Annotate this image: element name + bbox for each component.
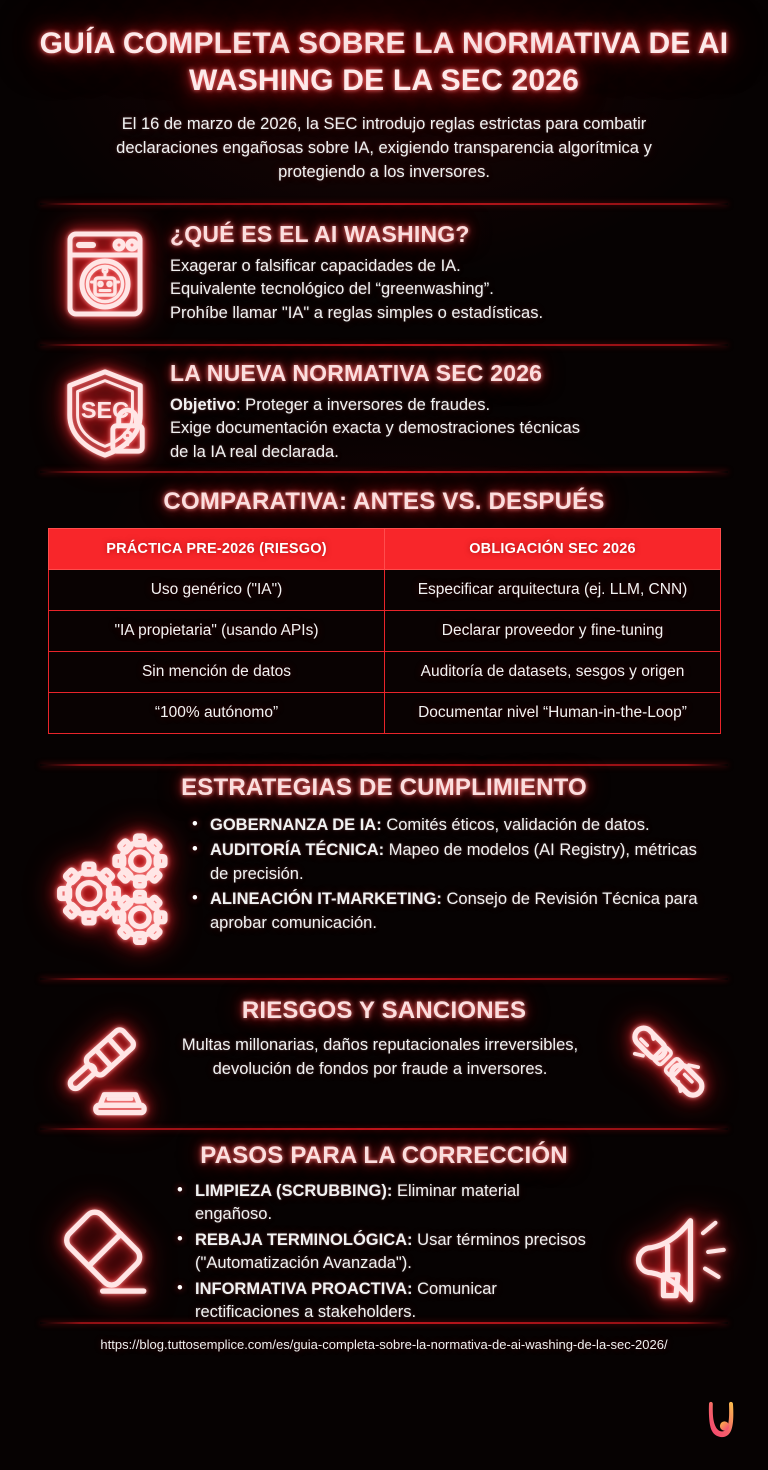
section-what-is-body [170, 255, 730, 325]
list-item [190, 814, 712, 837]
strategy-text: Comités éticos, validación de datos. [381, 816, 650, 834]
correction-label: REBAJA TERMINOLÓGICA: [195, 1230, 413, 1249]
gears-icon [40, 812, 190, 962]
correction-label: INFORMATIVA PROACTIVA: [195, 1279, 413, 1298]
list-item [175, 1180, 595, 1227]
divider-6 [40, 1128, 728, 1130]
strategy-label: ALINEACIÓN IT-MARKETING: [210, 890, 442, 909]
sec-shield-lock-icon [40, 355, 170, 470]
correction-list [175, 1180, 595, 1327]
divider-7 [40, 1322, 728, 1324]
correction-text: Usar términos precisos ("Automatización Avanzada"). [195, 1230, 586, 1273]
comparison-title: COMPARATIVA: ANTES VS. DESPUÉS [163, 488, 605, 515]
u-brand-logo [702, 1398, 742, 1442]
divider-1 [40, 203, 728, 205]
section-what-is-ai-washing [40, 214, 730, 334]
section-what-is-text [170, 214, 730, 325]
table-cell-practice: "IA propietaria" (usando APIs) [49, 611, 385, 652]
strategies-title: ESTRATEGIAS DE CUMPLIMIENTO [181, 774, 587, 801]
gavel-icon [50, 1012, 170, 1122]
svg-text:SEC: SEC [80, 396, 130, 423]
page-title: GUÍA COMPLETA SOBRE LA NORMATIVA DE AI WASHING DE LA SEC 2026 [39, 27, 729, 97]
comparison-table [48, 528, 721, 734]
table-header-row [49, 529, 721, 570]
table-cell-practice: Sin mención de datos [49, 652, 385, 693]
correction-text: Eliminar material engañoso. [195, 1182, 520, 1224]
what-is-line-3: Prohíbe llamar "IA" a reglas simples o estadísticas. [170, 303, 544, 322]
megaphone-icon [618, 1196, 738, 1311]
objective-text: : Proteger a inversores de fraudes. [236, 396, 491, 414]
table-row [49, 652, 721, 693]
regulation-line-3: de la IA real declarada. [170, 442, 339, 461]
strategy-label: AUDITORÍA TÉCNICA: [210, 841, 385, 860]
correction-text: Comunicar rectificaciones a stakeholders. [195, 1279, 497, 1322]
regulation-line-2: Exige documentación exacta y demostraciones técnicas [170, 419, 580, 438]
section-what-is-heading: ¿QUÉ ES EL AI WASHING? [170, 221, 470, 247]
regulation-objective-line [170, 394, 730, 417]
washing-machine-robot-icon [40, 214, 170, 334]
what-is-line-1: Exagerar o falsificar capacidades de IA. [170, 257, 461, 275]
section-strategies [40, 812, 730, 962]
table-cell-obligation: Especificar arquitectura (ej. LLM, CNN) [385, 570, 721, 611]
correction-label: LIMPIEZA (SCRUBBING): [195, 1182, 393, 1200]
divider-2 [40, 344, 728, 346]
header-subtitle: El 16 de marzo de 2026, la SEC introdujo reglas estrictas para combatir declaraciones engañosas sobre IA, exigiendo transparencia algorítmica y protegiendo a los inversores. [116, 115, 652, 182]
section-new-regulation [40, 355, 730, 470]
header [0, 26, 768, 185]
strategy-text: Consejo de Revisión Técnica para aprobar comunicación. [210, 890, 698, 932]
list-item [175, 1278, 595, 1325]
risks-title: RIESGOS Y SANCIONES [241, 997, 527, 1024]
table-row [49, 693, 721, 734]
strategy-text: Mapeo de modelos (AI Registry), métricas de precisión. [210, 841, 697, 883]
divider-5 [40, 978, 728, 980]
divider-3 [40, 471, 728, 473]
table-cell-practice: Uso genérico ("IA") [49, 570, 385, 611]
table-col-header-practice: PRÁCTICA PRE-2026 (RIESGO) [49, 529, 385, 570]
strategy-label: GOBERNANZA DE IA: [210, 816, 382, 834]
section-regulation-text [170, 355, 730, 464]
table-cell-obligation: Declarar proveedor y fine-tuning [385, 611, 721, 652]
table-cell-practice: “100% autónomo” [49, 693, 385, 734]
list-item [190, 888, 712, 935]
broken-chain-icon [608, 1004, 728, 1119]
table-cell-obligation: Documentar nivel “Human-in-the-Loop” [385, 693, 721, 734]
list-item [190, 839, 712, 886]
objective-label: Objetivo [170, 396, 237, 414]
table-row [49, 570, 721, 611]
what-is-line-2: Equivalente tecnológico del “greenwashing”. [170, 280, 494, 299]
strategies-list [190, 812, 730, 937]
list-item [175, 1229, 595, 1276]
section-regulation-body [170, 394, 730, 464]
eraser-icon [44, 1190, 169, 1310]
table-cell-obligation: Auditoría de datasets, sesgos y origen [385, 652, 721, 693]
correction-title: PASOS PARA LA CORRECCIÓN [200, 1142, 568, 1169]
risks-text: Multas millonarias, daños reputacionales irreversibles, devolución de fondos por fraude a inversores. [181, 1036, 579, 1079]
source-url[interactable]: https://blog.tuttosemplice.com/es/guia-completa-sobre-la-normativa-de-ai-washing-de-la-sec-2026/ [100, 1337, 668, 1352]
table-col-header-obligation: OBLIGACIÓN SEC 2026 [385, 529, 721, 570]
section-regulation-heading: LA NUEVA NORMATIVA SEC 2026 [170, 360, 543, 386]
table-row [49, 611, 721, 652]
divider-4 [40, 764, 728, 766]
